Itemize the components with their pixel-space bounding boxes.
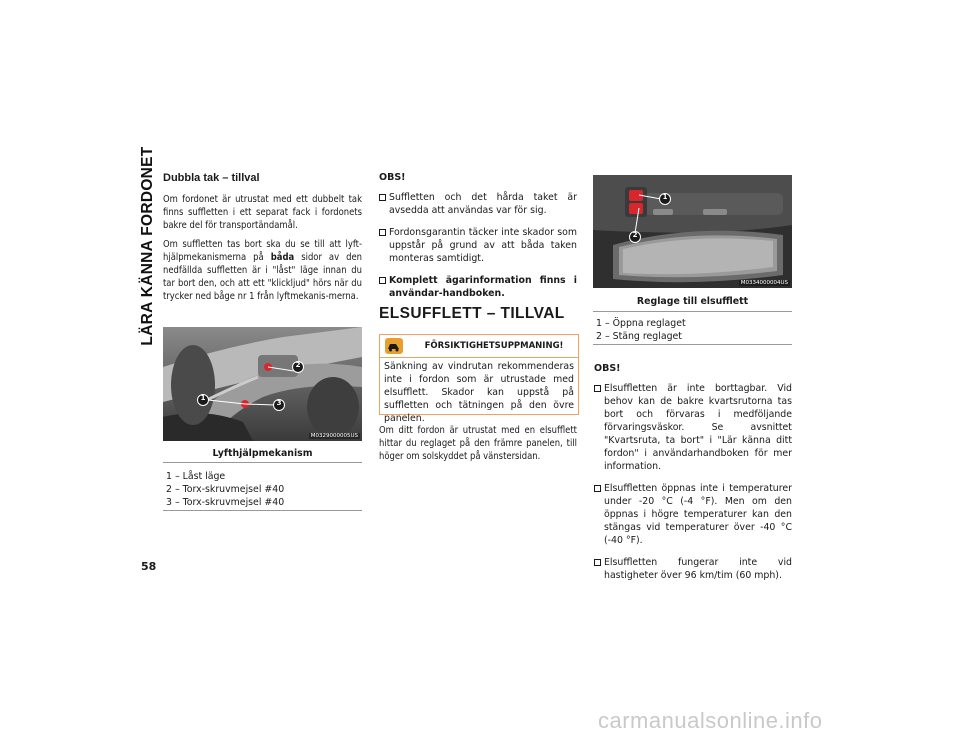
watermark: carmanualsonline.info: [598, 708, 823, 733]
warning-car-icon: [385, 338, 403, 354]
section-side-tab-label: LÄRA KÄNNA FORDONET: [139, 146, 156, 346]
bullet-box-icon: [594, 385, 601, 392]
warning-title: FÖRSIKTIGHETSUPPMANING!: [424, 341, 564, 351]
callout-3-label: 3: [276, 399, 282, 407]
note-item-text: Suffletten och det hårda taket är avsedda att användas var för sig.: [389, 192, 577, 216]
note-item-text: Elsuffletten fungerar inte vid hastigheter över 96 km/tim (60 mph).: [604, 557, 792, 581]
bullet-box-icon: [379, 229, 386, 236]
note-list: [594, 382, 792, 582]
bullet-box-icon: [379, 194, 386, 201]
figure-code: M0329000005US: [310, 433, 358, 439]
callout-2-label: 2: [632, 231, 638, 239]
divider: [593, 311, 792, 312]
note-item: [379, 226, 577, 265]
legend-item: 2 – Stäng reglaget: [596, 331, 682, 342]
note-item: [594, 382, 792, 473]
paragraph-part: Om suffletten tas bort ska du se till att lyft-hjälpmekanismerna på: [163, 239, 362, 263]
paragraph-power-top-location: Om ditt fordon är utrustat med en elsufflett hittar du reglaget på den främre panelen, till höger om solskyddet på vänstersidan.: [379, 425, 577, 462]
legend-item: 2 – Torx-skruvmejsel #40: [166, 484, 285, 495]
note-item-text: Komplett ägarinformation finns i användar-handboken.: [389, 275, 577, 299]
note-item-text: Elsuffletten öppnas inte i temperaturer under -20 °C (-4 °F). Men om den öppnas i högre temperaturer kan den stängas vid temperaturer över -40 °C (-40 °F).: [604, 483, 792, 546]
figure-code: M0334000004US: [740, 280, 788, 286]
legend-item: 3 – Torx-skruvmejsel #40: [166, 497, 285, 508]
bullet-box-icon: [594, 485, 601, 492]
warning-divider: [380, 357, 578, 358]
divider: [163, 462, 362, 463]
callout-layer: [163, 327, 362, 441]
note-item: [379, 274, 577, 300]
figure-power-top-switch: [593, 175, 792, 288]
figure-lift-mechanism: [163, 327, 362, 441]
callout-1-label: 1: [662, 193, 668, 201]
section-side-tab: [138, 146, 158, 346]
warning-box: [379, 334, 579, 424]
paragraph-dual-top-removal: [163, 238, 362, 303]
note-item-text: Elsuffletten är inte borttagbar. Vid behov kan de bakre kvartsrutorna tas bort och förvaras i medföljande förvaringsväskor. Se avsnittet "Kvartsruta, ta bort" i "Lär känna ditt fordon" i användarhandboken för mer information.: [604, 383, 792, 472]
callout-layer: [593, 175, 792, 288]
bullet-box-icon: [379, 277, 386, 284]
note-item: [594, 556, 792, 582]
legend-lift-mechanism: [166, 470, 362, 509]
legend-item: 1 – Öppna reglaget: [596, 318, 686, 329]
figure-caption-lift-mechanism: Lyfthjälpmekanism: [212, 448, 313, 459]
bullet-box-icon: [594, 559, 601, 566]
heading-dual-top: Dubbla tak – tillval: [163, 172, 260, 184]
warning-text: Sänkning av vindrutan rekommenderas inte i fordon som är utrustade med elsufflett. Skador kan uppstå på suffletten och tätningen på den övre panelen.: [384, 361, 574, 424]
legend-power-top-switch: [596, 317, 792, 343]
note-list: [379, 191, 577, 300]
figure-caption-power-top-switch: Reglage till elsufflett: [636, 296, 749, 307]
divider: [593, 344, 792, 345]
callout-1-label: 1: [200, 394, 206, 402]
legend-item: 1 – Låst läge: [166, 471, 226, 482]
note-label: OBS!: [594, 363, 621, 374]
note-item: [379, 191, 577, 217]
page-number: 58: [141, 560, 157, 573]
section-title-power-top: ELSUFFLETT – TILLVAL: [379, 305, 565, 322]
note-label: OBS!: [379, 172, 406, 183]
divider: [163, 510, 362, 511]
note-item: [594, 482, 792, 547]
paragraph-bold-word: båda: [270, 252, 295, 263]
callout-2-label: 2: [295, 361, 301, 369]
paragraph-dual-top-intro: Om fordonet är utrustat med ett dubbelt tak finns suffletten i ett separat fack i fordonets bakre del för transportändamål.: [163, 194, 362, 231]
paragraph-part: sidor av den nedfällda suffletten är i "låst" läge innan du tar bort den, och att ett "klickljud" hörs när du trycker ned båge nr 1 från lyftmekanis-merna.: [163, 252, 362, 302]
note-item-text: Fordonsgarantin täcker inte skador som uppstår på grund av att båda taken monteras samtidigt.: [389, 227, 577, 264]
